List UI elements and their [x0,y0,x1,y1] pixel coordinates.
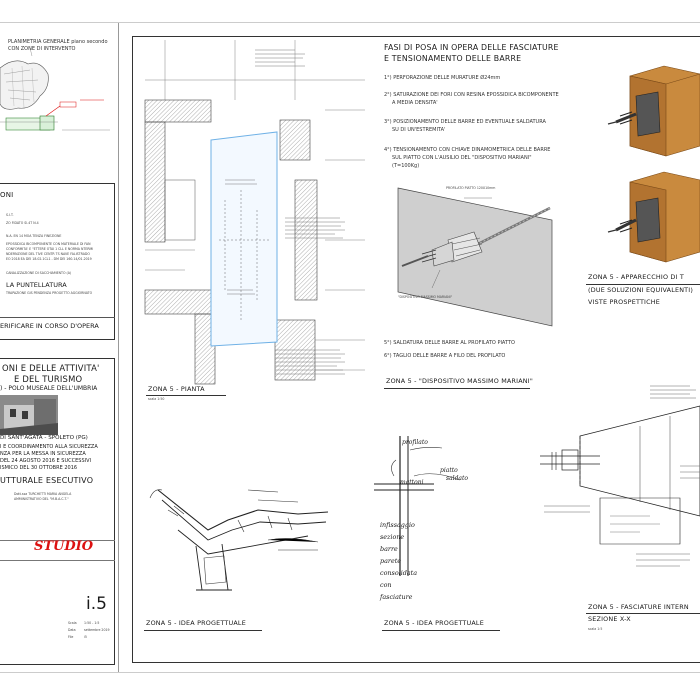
caption-underline [144,630,262,631]
apparecchio-crate-2 [608,168,700,268]
note-heading: LA PUNTELLATURA [6,281,67,289]
fasi-title-2: E TENSIONAMENTO DELLE BARRE [384,54,522,63]
sketch2-word: con [380,581,392,589]
rup-line: AMMINISTRATIVO DEL "M.B.A.C.T." [14,497,69,501]
sketch2-word: sezione [380,533,405,541]
sheet-number: i.5 [86,594,107,614]
note-line: TRAPAZIONE GIS PENDENZA PROGETTO AGGIORNATO [6,291,93,295]
rup-line: Dott.ssa TURCHETTI MARIA ANGELA [14,492,72,496]
fasi-step: 4°) TENSIONAMENTO CON CHIAVE DINAMOMETRICA DELLE BARRE [384,147,551,153]
title-line-1: ONI E DELLE ATTIVITA' [2,363,100,373]
dispositivo-caption: ZONA 5 - "DISPOSITIVO MASSIMO MARIANI" [386,377,534,385]
pianta-drawing [145,40,365,400]
sezione-scale: scala 1:5 [588,627,603,631]
desc-line: ISMICO DEL 30 OTTOBRE 2016 [0,465,78,471]
sketch2-word: barre [380,545,398,553]
note-line: EO 2018 EA DEI 18.02.1CL1 - DM DEI 160.14/01.2019 [6,257,92,261]
caption-underline [146,395,226,396]
desc-line: DEL 24 AGOSTO 2016 E SUCCESSIVI [0,458,91,464]
fasi-step: 6°) TAGLIO DELLE BARRE A FILO DEL PROFILATO [384,353,506,359]
building-photo [0,395,58,435]
fasi-step: A MEDIA DENSITA' [392,100,438,106]
desc-line: I E COORDINAMENTO ALLA SICUREZZA [0,444,98,450]
fasi-step: (T=100Kg) [392,163,420,169]
fasi-step: SUL PIATTO CON L'AUSILIO DEL "DISPOSITIVO MARIANI" [392,155,532,161]
note-line: ZO FIDATO Sl.4T N.4 [6,221,39,225]
apparecchio-sub-1: (DUE SOLUZIONI EQUIVALENTI) [588,286,694,294]
device-label-mariani: "DISPOSITIVO MASSIMO MARIANI" [398,295,453,299]
divider [0,560,115,561]
data-label: Data [68,628,76,632]
dispositivo-mariani-drawing [392,180,562,330]
caption-underline [586,284,700,285]
file-label: File [68,635,74,639]
pianta-caption: ZONA 5 - PIANTA [148,385,205,393]
sheet-top-ticks [0,22,700,23]
sezione-drawing [540,366,700,596]
caption-underline [382,630,500,631]
idea1-caption: ZONA 5 - IDEA PROGETTUALE [146,619,246,627]
fasi-step: 2°) SATURAZIONE DEI FORI CON RESINA EPOSSIDICA BICOMPONENTE [384,92,559,98]
fasi-step: 3°) POSIZIONAMENTO DELLE BARRE ED EVENTUALE SALDATURA [384,119,546,125]
fasi-title-1: FASI DI POSA IN OPERA DELLE FASCIATURE [384,43,559,52]
sheet-bottom-ticks [0,672,700,673]
sketch2-word: consolidata [380,569,418,577]
device-label-profilato: PROFILATO PIATTO 120X10mm [446,186,496,190]
fasi-step: SU DI UN'ESTREMITA' [392,127,446,133]
note-line: EPOSSIDICA BICOMPONENTE CON MATERIALE DI FAN [6,242,91,246]
data-value: settembre 2019 [84,628,110,632]
note-line: CANALIZZAZIONE DI SACCHIAMENTO (A) [6,271,72,275]
sketch2-word: saldato [446,475,469,482]
studio-logo: STUDIO [34,539,94,554]
scala-value: 1:50 - 1:5 [84,621,100,625]
verify-line: ERIFICARE IN CORSO D'OPERA [0,322,99,330]
note-line: S.I.T. [6,213,14,217]
apparecchio-crate-1 [608,62,700,162]
apparecchio-sub-2: VISTE PROSPETTICHE [588,298,661,306]
sketch2-word: parete [380,557,402,565]
location-line: DI SANT'AGATA - SPOLETO (PG) [0,435,88,441]
note-line: NDERNZIONE DEL TIVE CENTR TS NAVE FALISTRADO [6,252,90,256]
sketch2-word: piatto [440,467,458,474]
file-value: i5 [84,635,87,639]
idea-sketch-1 [148,470,338,610]
note-line: N.A. EN 14 MOA TENZA FINEZIONE [6,234,62,238]
desc-line: NZA PER LA MESSA IN SICUREZZA [0,451,86,457]
fasi-step: 1°) PERFORAZIONE DELLE MURATURE Ø24mm [384,75,501,81]
planimetria-title: PLANIMETRIA GENERALE piano secondo [8,39,108,45]
fasi-step: 5°) SALDATURA DELLE BARRE AL PROFILATO PIATTO [384,340,515,346]
planimetria-subtitle: CON ZONE DI INTERVENTO [8,46,76,52]
title-line-3: ) - POLO MUSEALE DELL'UMBRIA [0,385,98,392]
note-line: CONFORMITA' E "ETTERE OTAI 1 CLL E NORMA NTERMI [6,247,94,251]
caption-underline [384,388,530,389]
notes-title: ONI [0,191,14,199]
sketch2-word: fasciature [380,593,413,601]
sezione-caption-2: SEZIONE X-X [588,615,631,623]
pianta-scale: scala 1:50 [148,397,165,401]
divider [0,317,115,318]
title-line-2: E DEL TURISMO [14,374,83,384]
sketch2-word: profilato [402,439,428,446]
project-type: UTTURALE ESECUTIVO [0,476,94,485]
sketch2-word: infissaggio [380,521,415,529]
idea2-caption: ZONA 5 - IDEA PROGETTUALE [384,619,484,627]
sketch2-word: mattoni [400,479,424,486]
apparecchio-caption: ZONA 5 - APPARECCHIO DI T [588,273,684,281]
caption-underline [586,613,700,614]
sezione-caption-1: ZONA 5 - FASCIATURE INTERN [588,603,689,611]
scala-label: Scala [68,621,77,625]
